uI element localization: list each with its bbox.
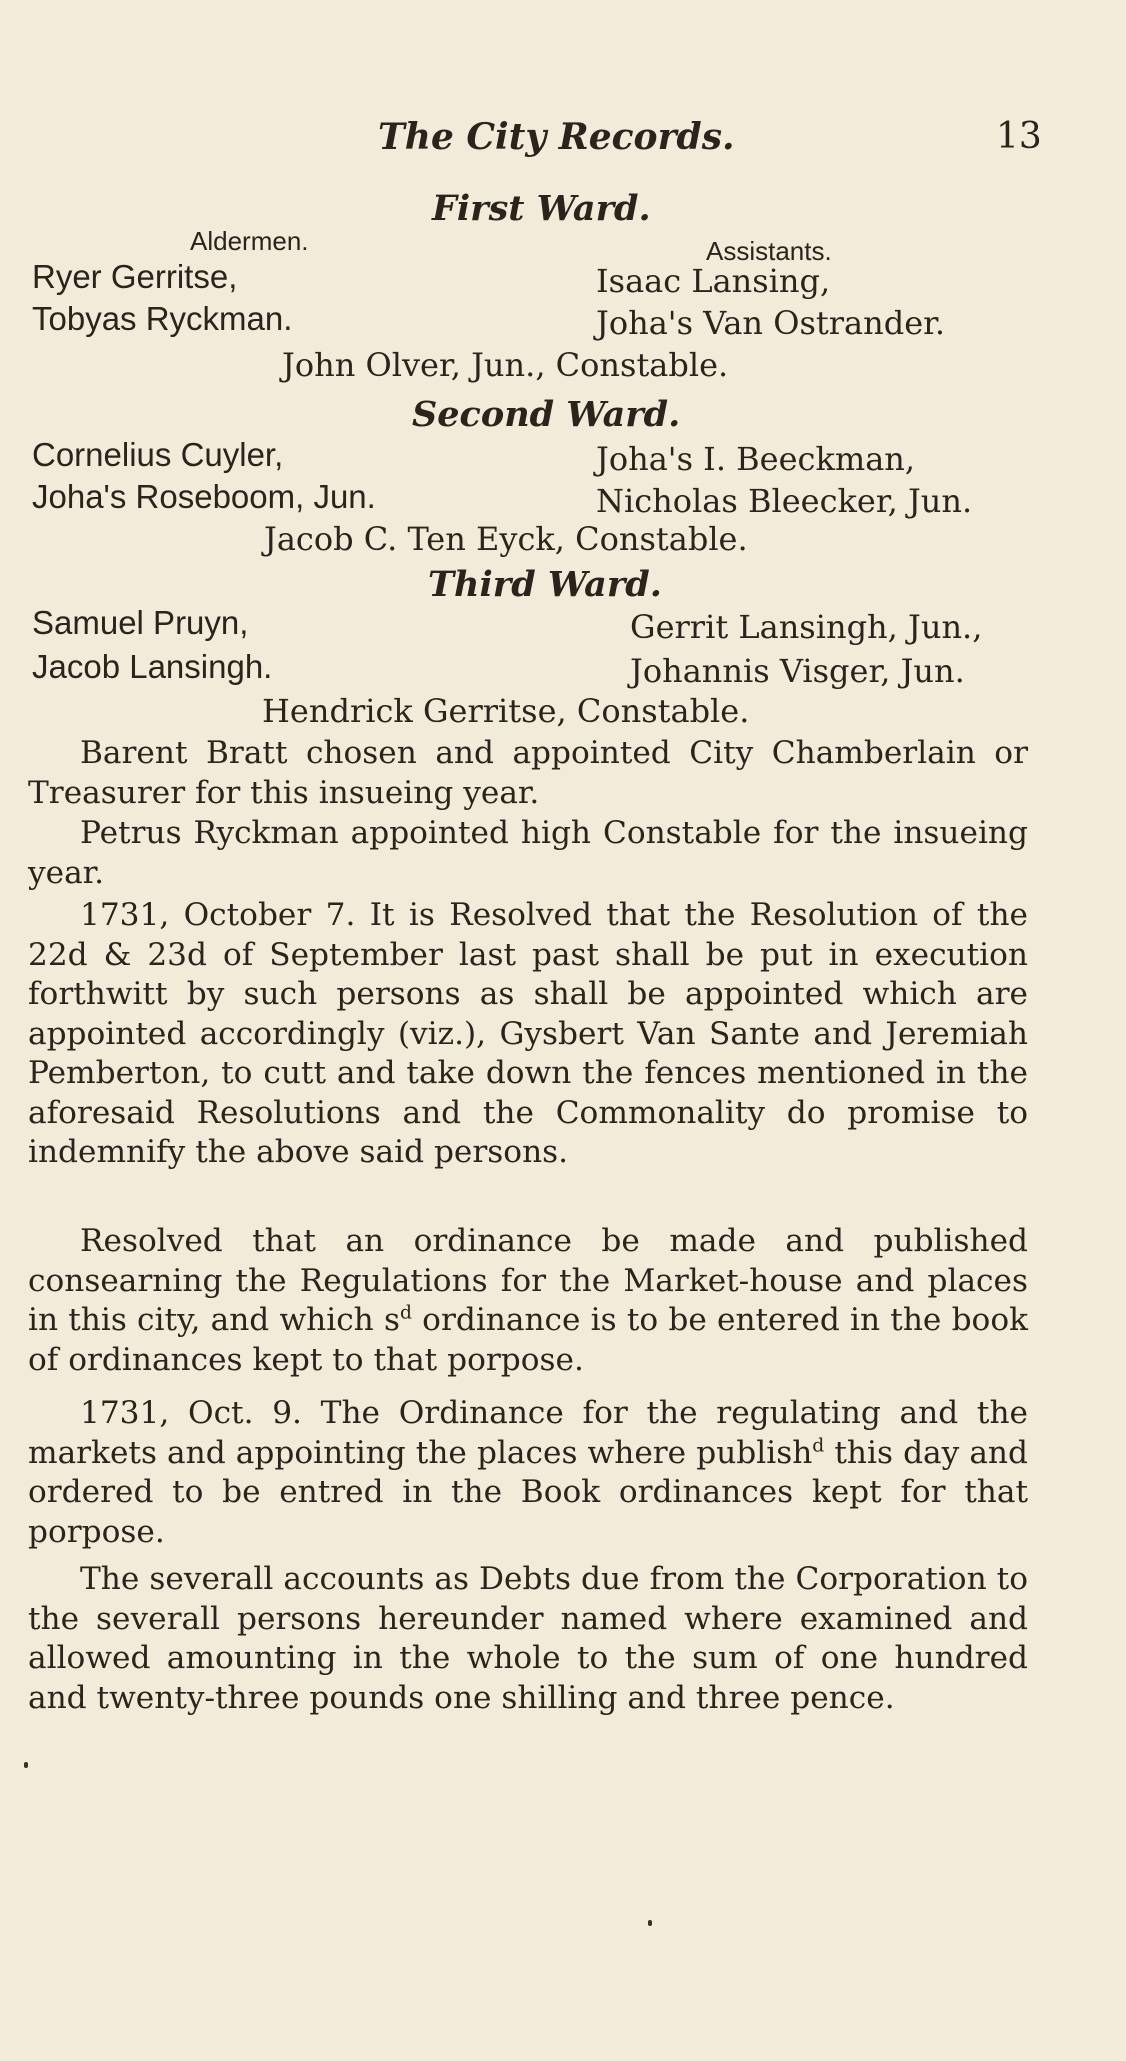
constable-line: John Olver, Jun., Constable. [282, 346, 729, 384]
ink-speck [24, 1762, 28, 1768]
assistant-name: Joha's Van Ostrander. [596, 304, 946, 342]
third-ward-title: Third Ward. [428, 564, 662, 605]
alderman-name: Tobyas Ryckman. [32, 300, 293, 337]
text-run: ordinance is to be entered in the book of ordinances kept to that porpose. [28, 1302, 1028, 1378]
paragraph-chamberlain: Barent Bratt chosen and appointed City Chamberlain or Treasurer for this insueing year. [28, 735, 1028, 811]
alderman-name: Samuel Pruyn, [32, 604, 249, 641]
assistant-name: Gerrit Lansingh, Jun., [630, 608, 983, 646]
page-header [0, 116, 1126, 166]
running-title: The City Records. [378, 116, 735, 158]
alderman-name: Joha's Roseboom, Jun. [32, 478, 376, 515]
second-ward-title: Second Ward. [412, 394, 681, 435]
text-run: 1731, Oct. 9. The Ordinance for the regulating and the markets and appointing the places where publish [28, 1395, 1028, 1471]
constable-line: Jacob C. Ten Eyck, Constable. [264, 520, 748, 558]
aldermen-label: Aldermen. [190, 226, 309, 256]
constable-line: Hendrick Gerritse, Constable. [262, 692, 750, 730]
text-run: Resolved that an ordinance be made and published consearning the Regulations for the Market-house and places in this city, and which s [28, 1223, 1028, 1338]
paragraph-accounts: The severall accounts as Debts due from the Corporation to the severall persons hereunder named where examined and allowed amounting in the whole to the sum of one hundred and twenty-three pounds one shilling and three pence. [28, 1561, 1028, 1716]
assistant-name: Isaac Lansing, [596, 262, 831, 300]
assistant-name: Nicholas Bleecker, Jun. [596, 482, 973, 520]
first-ward-title: First Ward. [432, 188, 651, 229]
paragraph-high-constable: Petrus Ryckman appointed high Constable for the insueing year. [28, 815, 1028, 891]
paragraph-market-ordinance [28, 1222, 1028, 1380]
superscript: d [399, 1302, 412, 1324]
ink-speck [648, 1920, 652, 1926]
assistants-label: Assistants. [706, 236, 832, 266]
assistant-name: Joha's I. Beeckman, [596, 440, 916, 478]
text-run: this day and ordered to be entred in the Book ordinances kept for that porpose. [28, 1434, 1028, 1550]
paragraph-resolution-oct-7: 1731, October 7. It is Resolved that the Resolution of the 22d & 23d of September last past shall be put in execution forthwitt by such persons as shall be appointed which are appointed accordingly (viz.), Gysbert Van Sante and Jeremiah Pemberton, to cutt and take down the fences mentioned in the aforesaid Resolutions and the Commonality do promise to indemnify the above said persons. [28, 897, 1028, 1170]
page-number: 13 [996, 116, 1042, 157]
superscript: d [812, 1435, 825, 1457]
alderman-name: Jacob Lansingh. [32, 648, 273, 685]
alderman-name: Cornelius Cuyler, [32, 436, 284, 473]
assistant-name: Johannis Visger, Jun. [630, 652, 965, 690]
alderman-name: Ryer Gerritse, [32, 258, 238, 295]
paragraph-ordinance-oct-9 [28, 1394, 1028, 1552]
